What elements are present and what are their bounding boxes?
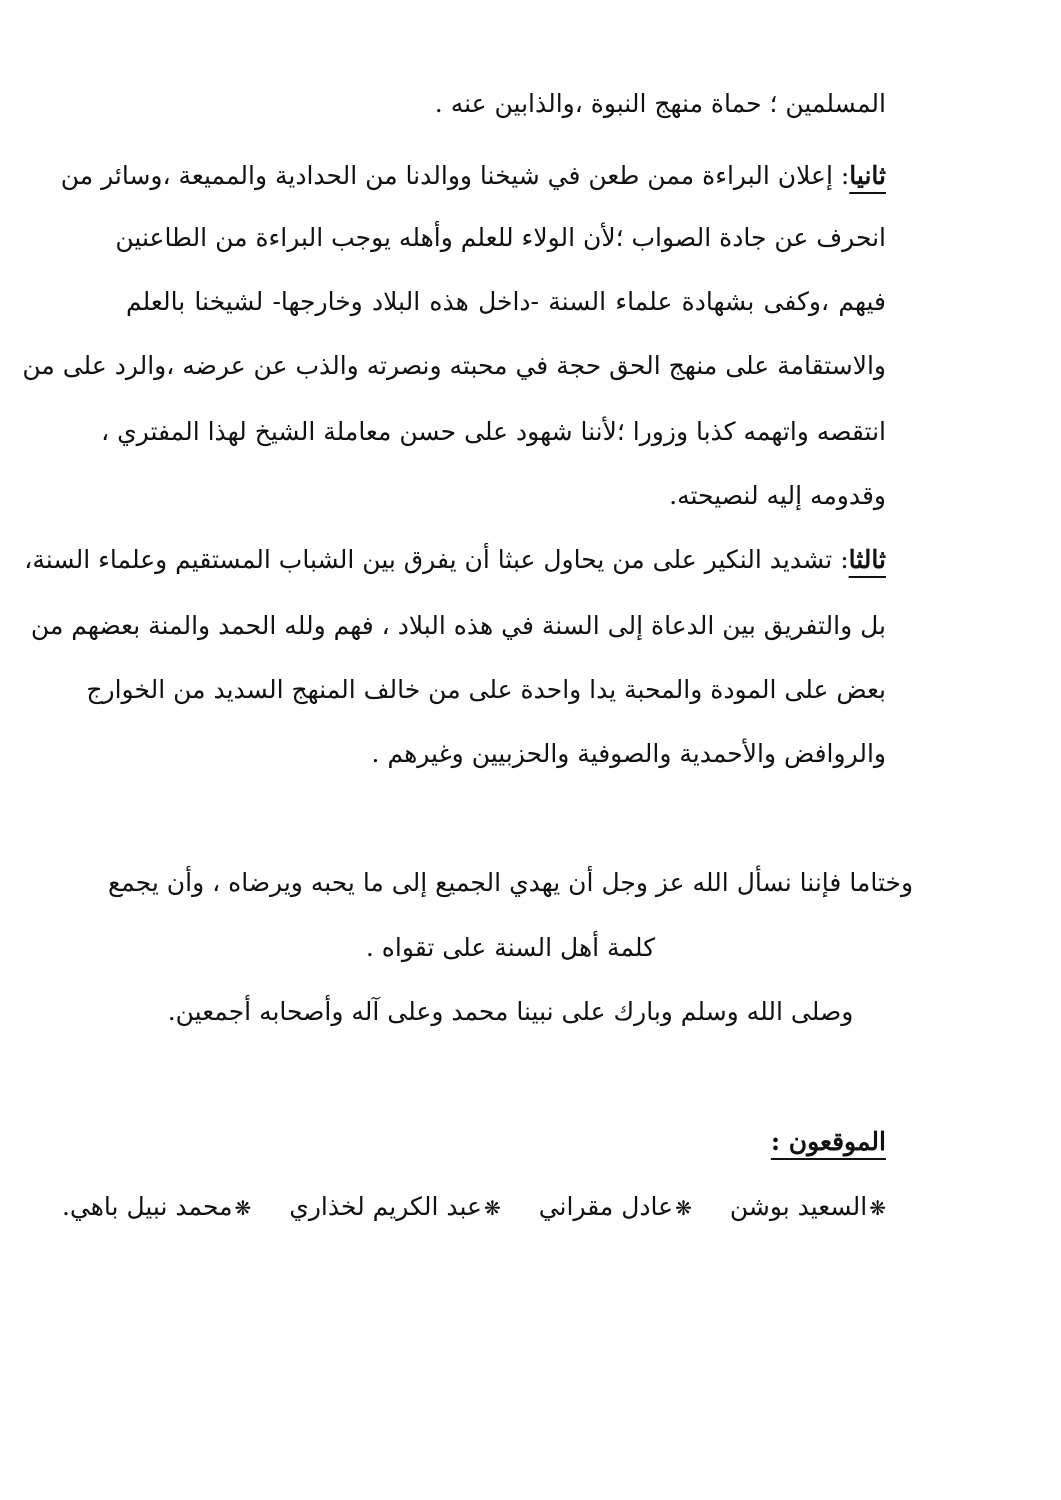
signatories-title: الموقعون : <box>770 1127 886 1156</box>
closing-line: وصلى الله وسلم وبارك على نبينا محمد وعلى آله وأصحابه أجمعين. <box>167 997 854 1026</box>
paragraph-line: فيهم ،وكفى بشهادة علماء السنة -داخل هذه البلاد وخارجها- لشيخنا بالعلم <box>126 287 886 316</box>
section-3-first-line <box>24 540 886 580</box>
signatory <box>62 1187 251 1228</box>
star-icon: ❋ <box>483 1196 501 1220</box>
paragraph-line: انتقصه واتهمه كذبا وزورا ؛لأننا شهود على حسن معاملة الشيخ لهذا المفتري ، <box>101 417 886 446</box>
paragraph-line: بعض على المودة والمحبة يدا واحدة على من خالف المنهج السديد من الخوارج <box>86 675 886 704</box>
star-icon: ❋ <box>675 1196 692 1220</box>
section-2-first-line <box>60 156 886 196</box>
paragraph-line: المسلمين ؛ حماة منهج النبوة ،والذابين عنه . <box>434 89 886 118</box>
section-3-first-line-text: : تشديد النكير على من يحاول عبثا أن يفرق بين الشباب المستقيم وعلماء السنة، <box>24 545 849 574</box>
signatory-name: محمد نبيل باهي. <box>61 1192 233 1221</box>
signatory <box>539 1187 692 1228</box>
signatory <box>289 1187 500 1228</box>
paragraph-line: بل والتفريق بين الدعاة إلى السنة في هذه البلاد ، فهم ولله الحمد والمنة بعضهم من <box>30 611 886 640</box>
signatory-name: السعيد بوشن <box>729 1192 868 1221</box>
section-3-heading: ثالثا <box>848 545 886 574</box>
star-icon: ❋ <box>869 1196 886 1220</box>
signatory-name: عادل مقراني <box>538 1192 674 1221</box>
star-icon: ❋ <box>234 1196 252 1220</box>
closing-line: كلمة أهل السنة على تقواه . <box>365 933 656 962</box>
section-2-heading: ثانيا <box>849 161 886 190</box>
signatory <box>730 1187 886 1228</box>
paragraph-line: انحرف عن جادة الصواب ؛لأن الولاء للعلم وأهله يوجب البراءة من الطاعنين <box>115 223 886 252</box>
paragraph-line: والاستقامة على منهج الحق حجة في محبته ونصرته والذب عن عرضه ،والرد على من <box>22 351 886 380</box>
closing-line: وختاما فإننا نسأل الله عز وجل أن يهدي الجميع إلى ما يحبه ويرضاه ، وأن يجمع <box>107 868 914 897</box>
section-2-first-line-text: : إعلان البراءة ممن طعن في شيخنا ووالدنا من الحدادية والمميعة ،وسائر من <box>60 161 850 190</box>
paragraph-line: والروافض والأحمدية والصوفية والحزبيين وغيرهم . <box>371 739 886 768</box>
signatories-list <box>62 1187 886 1228</box>
signatory-name: عبد الكريم لخذاري <box>289 1192 482 1221</box>
paragraph-line: وقدومه إليه لنصيحته. <box>669 481 886 510</box>
